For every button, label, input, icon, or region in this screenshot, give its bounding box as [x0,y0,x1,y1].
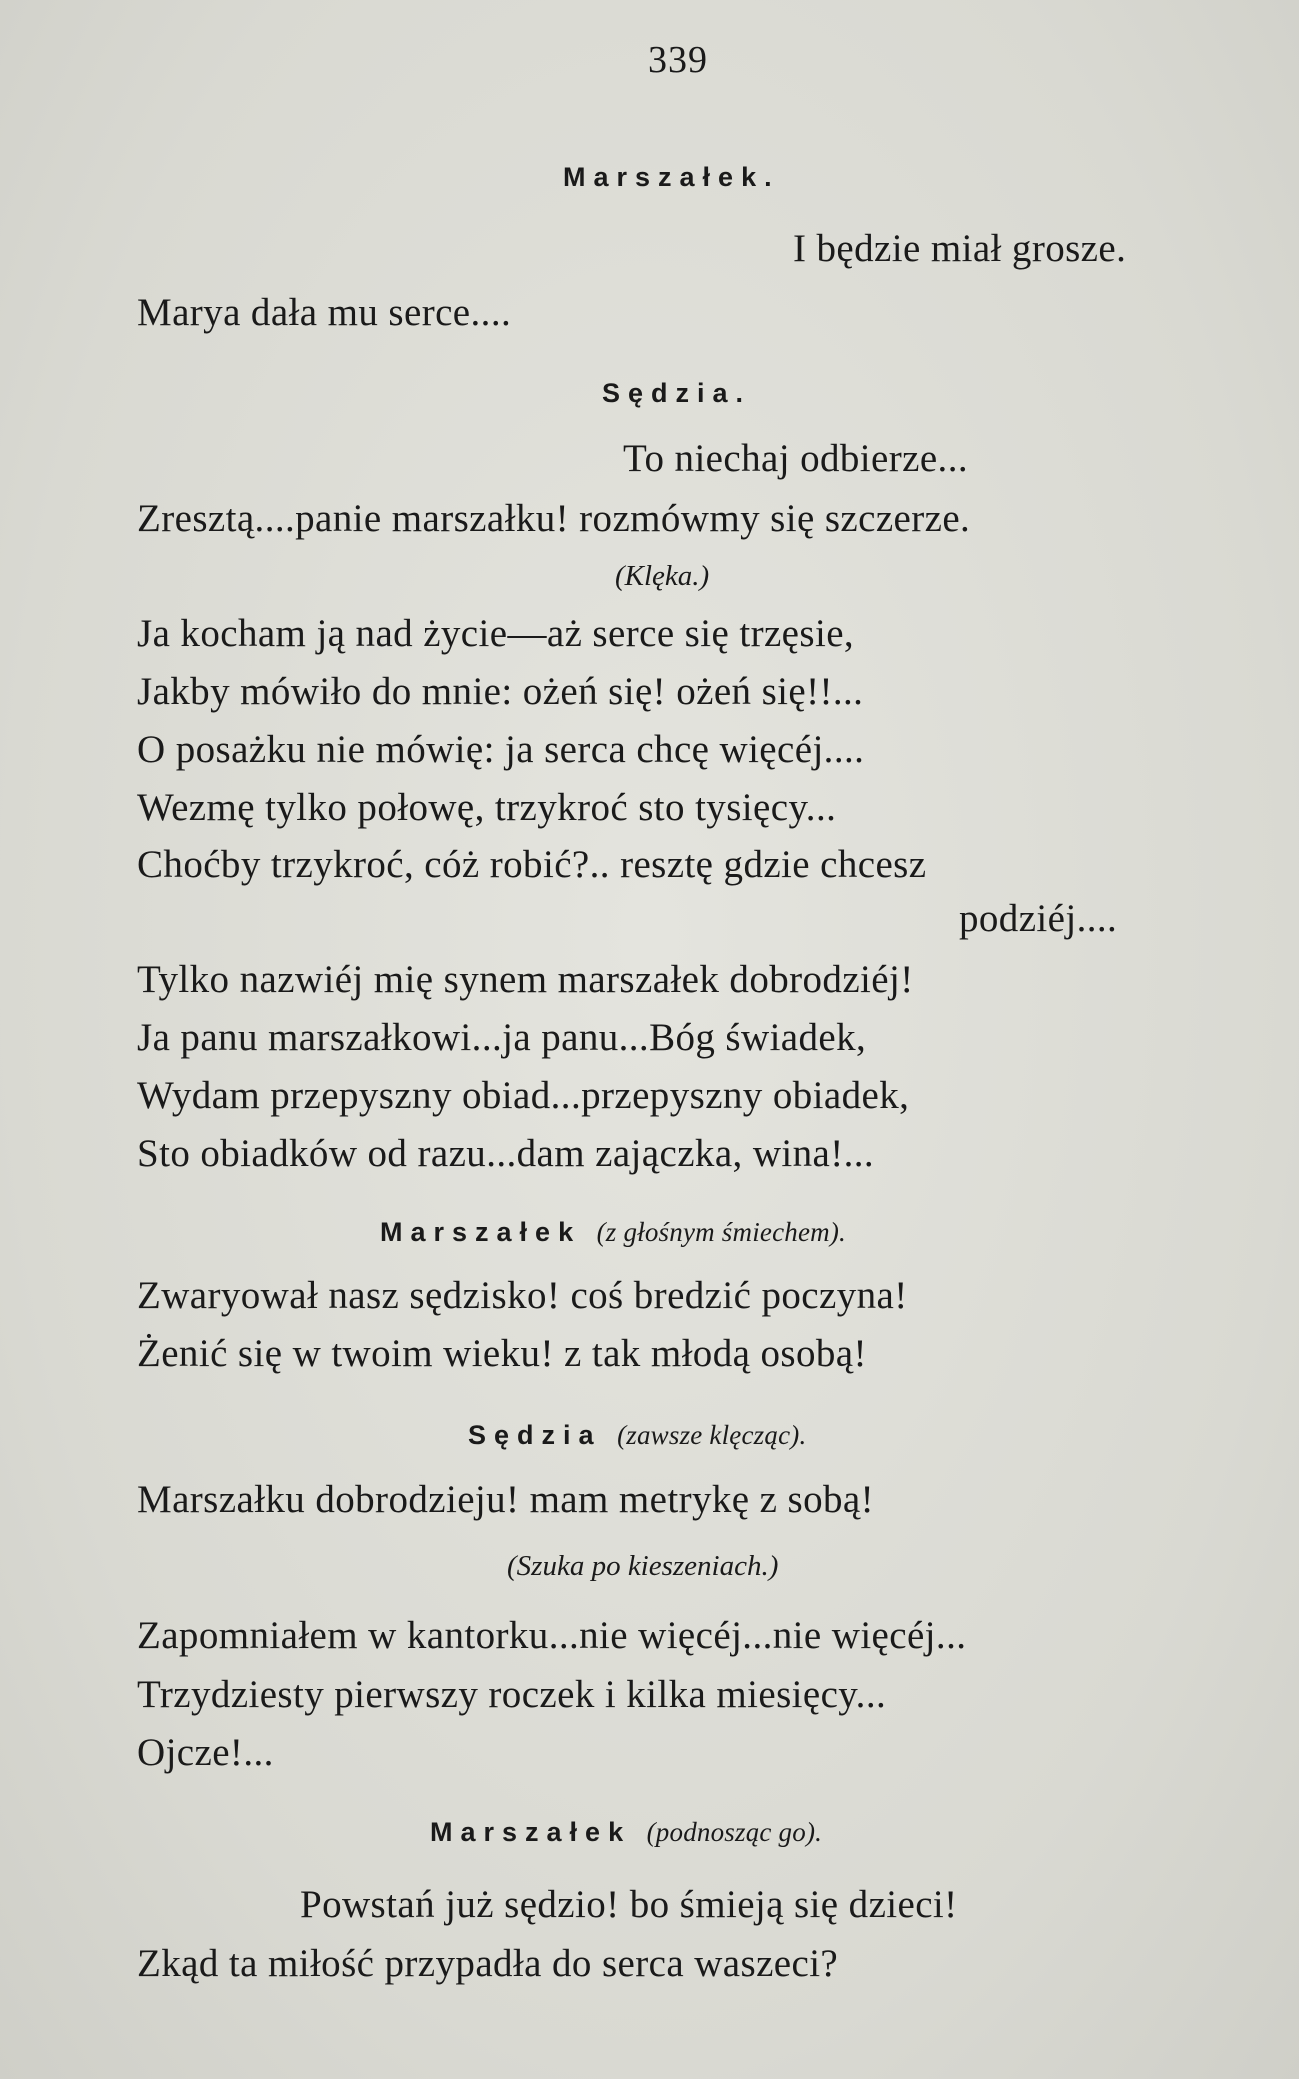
stage-direction: (Klęka.) [615,560,710,592]
verse-line: Ja kocham ją nad życie—aż serce się trzęsie, [137,612,855,655]
verse-line: Tylko nazwiéj mię synem marszałek dobrodziéj! [137,958,914,1001]
verse-line: Wezmę tylko połowę, trzykroć sto tysięcy... [137,786,837,829]
verse-line: Zresztą....panie marszałku! rozmówmy się szczerze. [137,497,971,540]
verse-line-continuation: podziéj.... [959,897,1118,940]
speaker-direction: (z głośnym śmiechem). [596,1217,846,1247]
verse-line: Zkąd ta miłość przypadła do serca waszeci? [137,1942,839,1985]
verse-line: O posażku nie mówię: ja serca chcę więcéj.... [137,728,865,771]
speaker-name: Sędzia. [602,378,752,408]
speaker-direction: (podnosząc go). [646,1817,823,1847]
verse-line: Choćby trzykroć, cóż robić?.. resztę gdzie chcesz [137,843,927,886]
verse-line: Powstań już sędzio! bo śmieją się dzieci! [300,1883,958,1926]
speaker-name: Marszałek. [563,162,780,192]
verse-line: Ojcze!... [137,1731,274,1774]
verse-line: Sto obiadków od razu...dam zajączka, wina!... [137,1132,875,1175]
verse-line: Żenić się w twoim wieku! z tak młodą osobą! [137,1332,867,1375]
speaker-heading [602,376,751,410]
verse-line: Marya dała mu serce.... [137,291,512,334]
speaker-heading [563,160,780,194]
speaker-heading [380,1215,846,1249]
verse-line: Zwaryował nasz sędzisko! coś bredzić poczyna! [137,1274,908,1317]
verse-line: I będzie miał grosze. [793,227,1127,270]
verse-line: Wydam przepyszny obiad...przepyszny obiadek, [137,1074,910,1117]
verse-line: To niechaj odbierze... [623,437,969,480]
stage-direction: (Szuka po kieszeniach.) [507,1550,779,1582]
speaker-heading [468,1418,806,1452]
speaker-name: Sędzia [468,1420,602,1450]
verse-line: Zapomniałem w kantorku...nie więcéj...nie więcéj... [137,1614,967,1657]
verse-line: Trzydziesty pierwszy roczek i kilka miesięcy... [137,1673,887,1716]
verse-line: Marszałku dobrodzieju! mam metrykę z sobą! [137,1478,874,1521]
speaker-direction: (zawsze klęcząc). [617,1420,807,1450]
verse-line: Jakby mówiło do mnie: ożeń się! ożeń się!!... [137,670,864,713]
verse-line: Ja panu marszałkowi...ja panu...Bóg świadek, [137,1016,867,1059]
speaker-name: Marszałek [380,1217,582,1247]
speaker-heading [430,1815,822,1849]
speaker-name: Marszałek [430,1817,632,1847]
page-number: 339 [648,39,708,81]
